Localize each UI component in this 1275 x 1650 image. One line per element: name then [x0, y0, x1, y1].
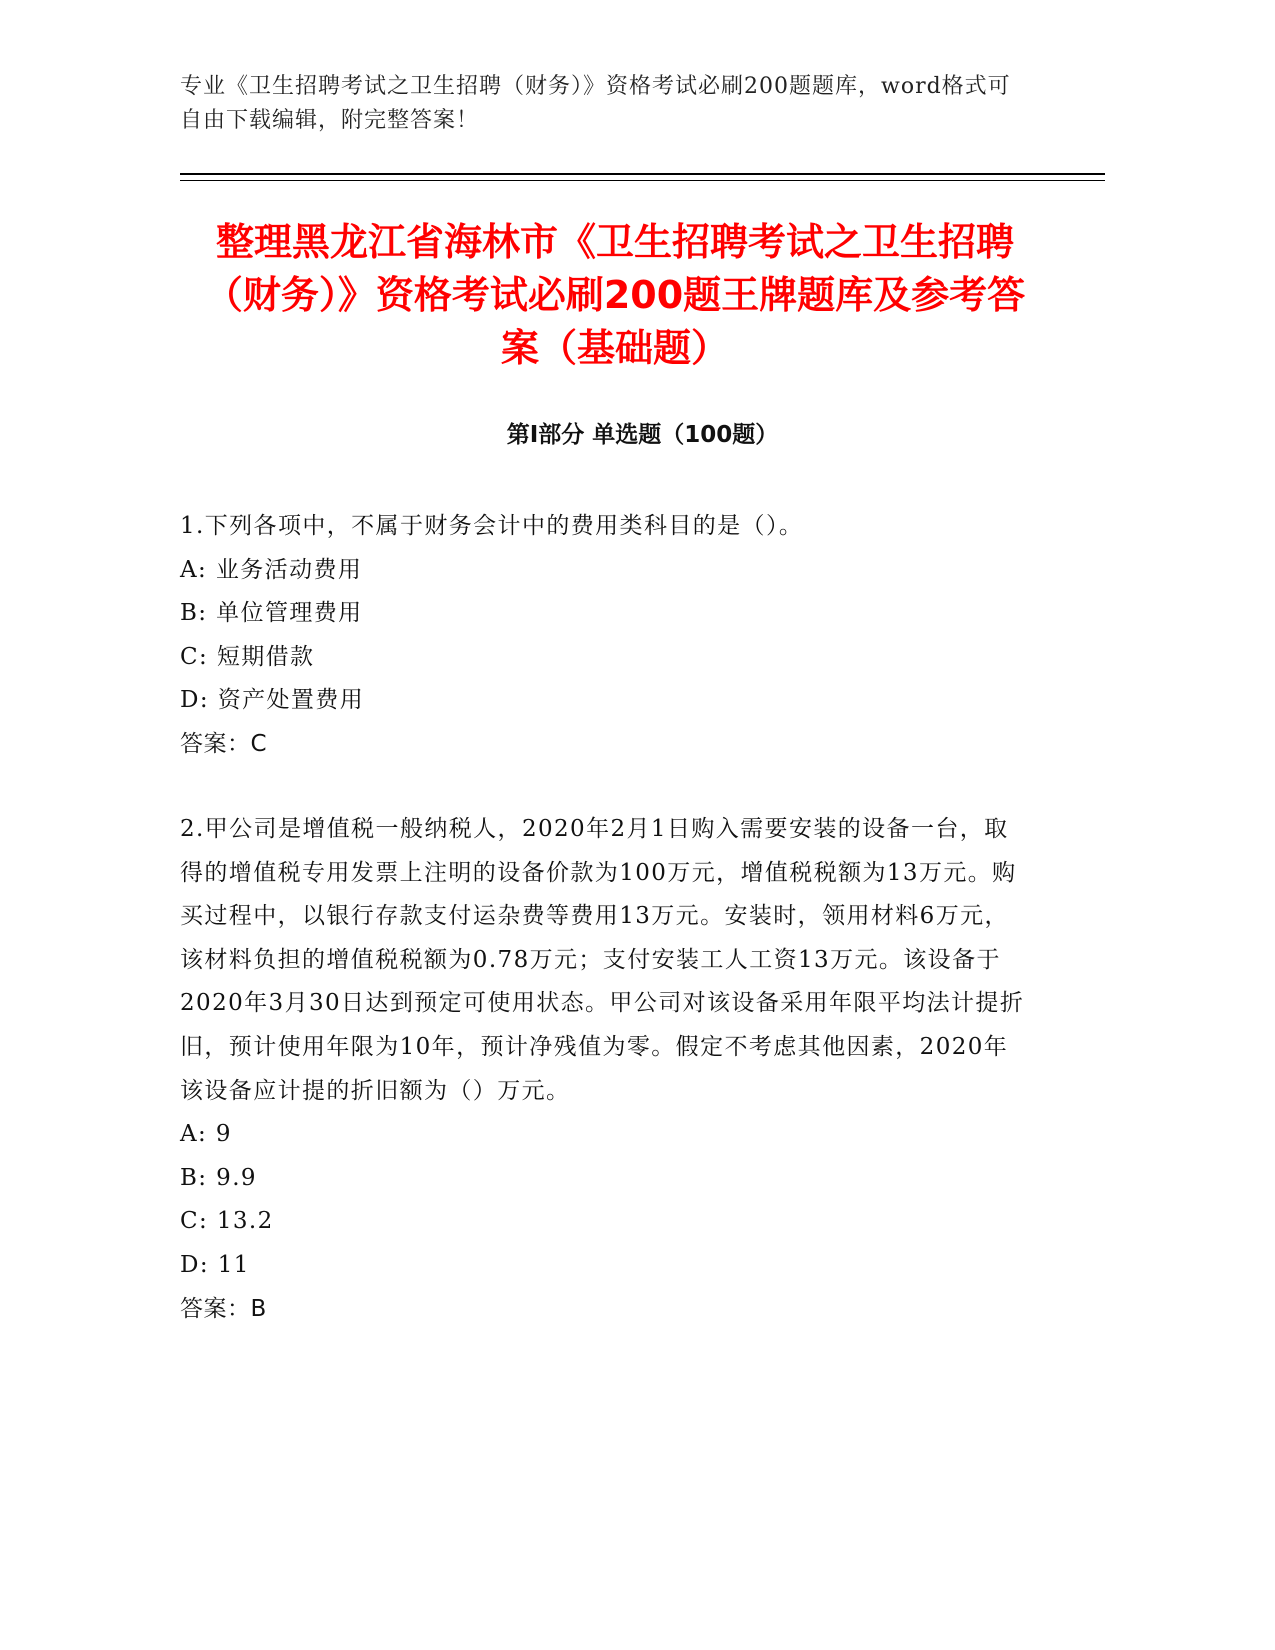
option-b: B: 9.9: [180, 1164, 257, 1191]
question-1: [180, 505, 1030, 767]
option-d: D: 资产处置费用: [180, 687, 365, 714]
question-stem: 2.甲公司是增值税一般纳税人，2020年2月1日购入需要安装的设备一台，取得的增值税专用发票上注明的设备价款为100万元，增值税税额为13万元。购买过程中，以银行存款支付运杂费等费用13万元。安装时，领用材料6万元，该材料负担的增值税税额为0.78万元；支付安装工人工资13万元。该设备于2020年3月30日达到预定可使用状态。甲公司对该设备采用年限平均法计提折旧，预计使用年限为10年，预计净残值为零。假定不考虑其他因素，2020年该设备应计提的折旧额为（）万元。: [180, 816, 1025, 1104]
option-b: B: 单位管理费用: [180, 600, 363, 627]
option-a: A: 9: [180, 1121, 232, 1148]
header-divider-thick: [180, 173, 1105, 175]
option-c: C: 13.2: [180, 1208, 274, 1235]
header-note: 专业《卫生招聘考试之卫生招聘（财务）》资格考试必刷200题题库，word格式可自由下载编辑，附完整答案！: [180, 74, 1011, 133]
document-title: 整理黑龙江省海林市《卫生招聘考试之卫生招聘（财务）》资格考试必刷200题王牌题库及参考答案（基础题）: [204, 220, 1026, 370]
question-2: [180, 808, 1030, 1331]
question-stem: 1.下列各项中，不属于财务会计中的费用类科目的是（）。: [180, 513, 804, 539]
answer-line: 答案：B: [180, 1295, 267, 1322]
answer-line: 答案：C: [180, 730, 268, 757]
option-a: A: 业务活动费用: [180, 556, 363, 583]
option-d: D: 11: [180, 1251, 250, 1278]
option-c: C: 短期借款: [180, 643, 315, 670]
section-heading: 第I部分 单选题（100题）: [506, 422, 779, 448]
header-divider-thin: [180, 180, 1105, 181]
